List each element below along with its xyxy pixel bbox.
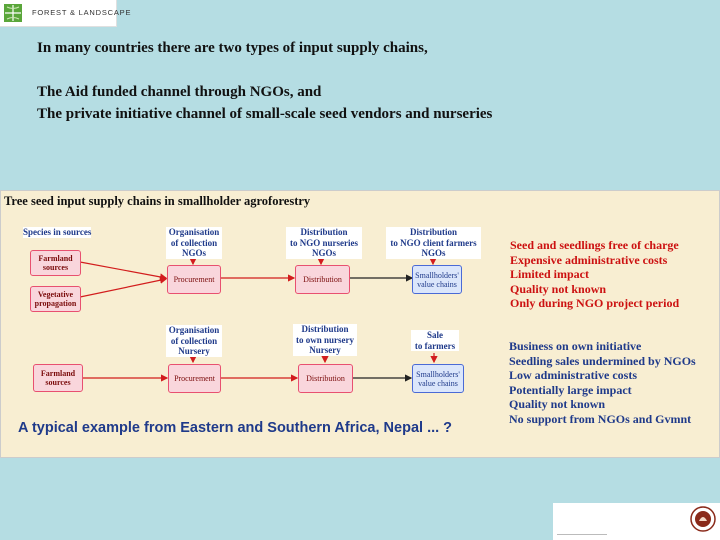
ngo-note: Expensive administrative costs (510, 252, 668, 267)
top-col-1-label: Organisation of collection NGOs (166, 227, 222, 259)
slide-line-3: The private initiative channel of small-scale seed vendors and nurseries (37, 106, 493, 122)
university-logo-box (553, 503, 720, 540)
bottom-farmland-sources-node: Farmland sources (33, 364, 83, 392)
ngo-note: Seed and seedlings free of charge (510, 238, 679, 252)
bottom-col-2-label: Distribution to own nursery Nursery (293, 324, 357, 356)
bottom-col-3-label: Sale to farmers (411, 330, 459, 351)
private-note: Quality not known (509, 397, 606, 412)
bottom-procurement-node: Procurement (168, 364, 221, 393)
supply-chain-diagram (0, 190, 720, 458)
slide-line-1: In many countries there are two types of input supply chains, (37, 40, 428, 56)
university-seal-icon (690, 506, 716, 532)
bottom-distribution-node: Distribution (298, 364, 353, 393)
ngo-note: Quality not known (510, 281, 607, 296)
forest-landscape-logo (0, 0, 132, 27)
ngo-channel-notes (510, 238, 679, 311)
diagram-caption: A typical example from Eastern and Southern Africa, Nepal ... ? (18, 420, 453, 436)
top-farmland-sources-node: Farmland sources (30, 250, 81, 276)
private-note: Seedling sales undermined by NGOs (509, 353, 696, 368)
top-distribution-node: Distribution (295, 265, 350, 294)
ngo-note: Only during NGO project period (510, 296, 680, 311)
private-note: Low administrative costs (509, 368, 637, 383)
logo-caption-line (557, 534, 607, 535)
bottom-col-1-label: Organisation of collection Nursery (166, 325, 222, 357)
top-value-chains-node: Smallholders' value chains (412, 265, 462, 294)
diagram-title: Tree seed input supply chains in smallholder agroforestry (4, 194, 311, 208)
bottom-value-chains-node: Smallholders' value chains (412, 364, 464, 393)
top-procurement-node: Procurement (167, 265, 221, 294)
private-channel-notes (509, 339, 696, 427)
logo-text: FOREST & LANDSCAPE (32, 8, 132, 17)
top-col-3-label: Distribution to NGO client farmers NGOs (386, 227, 481, 259)
top-col-2-label: Distribution to NGO nurseries NGOs (286, 227, 362, 259)
private-note: No support from NGOs and Gvmnt (509, 411, 692, 426)
species-label: Species in sources (23, 227, 92, 237)
slide-line-2: The Aid funded channel through NGOs, and (37, 84, 322, 100)
ngo-note: Limited impact (510, 267, 589, 282)
private-note: Potentially large impact (509, 382, 632, 397)
vegetative-propagation-node: Vegetative propagation (30, 286, 81, 312)
private-note: Business on own initiative (509, 339, 642, 353)
leaf-grid-icon (4, 4, 22, 22)
